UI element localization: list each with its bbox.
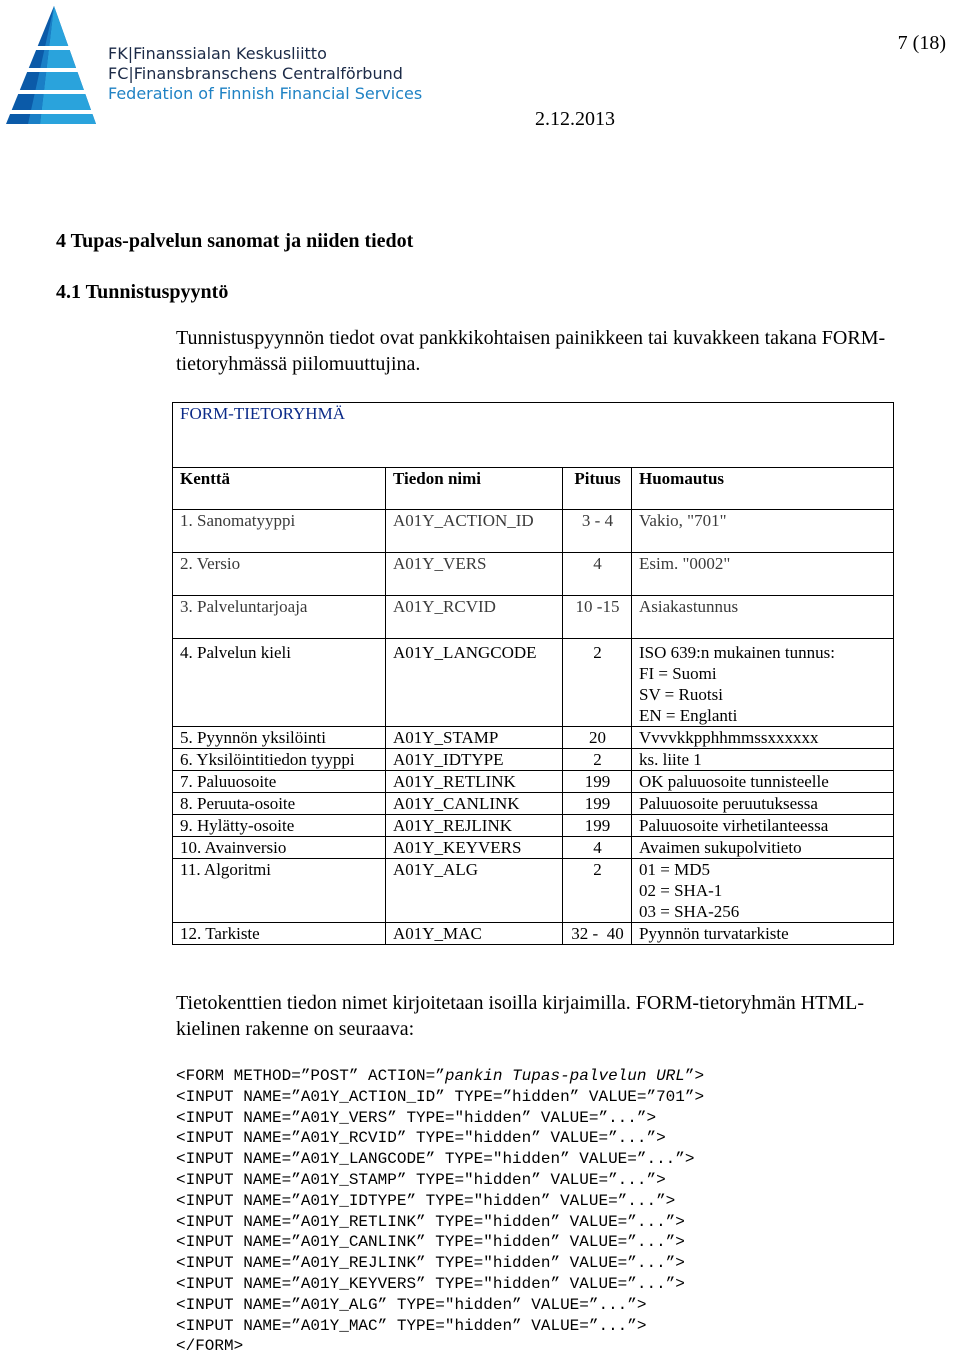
fk-logo	[6, 6, 96, 124]
cell-field: 11. Algoritmi	[173, 859, 386, 923]
code-line: <INPUT NAME=”A01Y_MAC” TYPE="hidden” VALUE=”...”>	[176, 1316, 647, 1335]
cell-name: A01Y_LANGCODE	[386, 639, 563, 727]
cell-field: 8. Peruuta-osoite	[173, 793, 386, 815]
section-heading: 4 Tupas-palvelun sanomat ja niiden tiedot	[56, 230, 414, 252]
cell-name: A01Y_STAMP	[386, 727, 563, 749]
description-paragraph-line-2: kielinen rakenne on seuraava:	[176, 1018, 415, 1040]
cell-length: 199	[563, 815, 632, 837]
cell-length: 3 - 4	[563, 510, 632, 553]
table-row	[173, 639, 894, 727]
cell-length: 2	[563, 859, 632, 923]
cell-length: 2	[563, 639, 632, 727]
table-row	[173, 923, 894, 945]
cell-name: A01Y_RCVID	[386, 596, 563, 639]
cell-field: 6. Yksilöintitiedon tyyppi	[173, 749, 386, 771]
cell-length: 4	[563, 837, 632, 859]
cell-note	[632, 859, 894, 923]
cell-name: A01Y_REJLINK	[386, 815, 563, 837]
table-caption: FORM-TIETORYHMÄ	[173, 403, 894, 468]
cell-note: Vvvvkkpphhmmssxxxxxx	[632, 727, 894, 749]
cell-name: A01Y_IDTYPE	[386, 749, 563, 771]
code-line	[176, 1066, 704, 1087]
table-row	[173, 553, 894, 596]
code-line: <INPUT NAME=”A01Y_ACTION_ID” TYPE=”hidden” VALUE=”701”>	[176, 1087, 705, 1106]
cell-name: A01Y_VERS	[386, 553, 563, 596]
cell-field: 9. Hylätty-osoite	[173, 815, 386, 837]
table-header-row	[173, 468, 894, 510]
code-line: <INPUT NAME=”A01Y_VERS” TYPE="hidden” VALUE=”...”>	[176, 1108, 657, 1127]
cell-note: Paluuosoite peruutuksessa	[632, 793, 894, 815]
cell-note: ks. liite 1	[632, 749, 894, 771]
cell-field: 3. Palveluntarjoaja	[173, 596, 386, 639]
table-row	[173, 837, 894, 859]
cell-note: Vakio, "701"	[632, 510, 894, 553]
cell-length: 32 - 40	[563, 923, 632, 945]
table-row	[173, 510, 894, 553]
note-line: ISO 639:n mukainen tunnus:	[639, 643, 835, 662]
table-row	[173, 815, 894, 837]
cell-name: A01Y_KEYVERS	[386, 837, 563, 859]
cell-note	[632, 639, 894, 727]
code-line: <INPUT NAME=”A01Y_RETLINK” TYPE="hidden” VALUE=”...”>	[176, 1212, 685, 1231]
note-line: 03 = SHA-256	[639, 902, 740, 921]
cell-field: 12. Tarkiste	[173, 923, 386, 945]
cell-field: 1. Sanomatyyppi	[173, 510, 386, 553]
cell-note: Avaimen sukupolvitieto	[632, 837, 894, 859]
table-row	[173, 793, 894, 815]
cell-note: Esim. "0002"	[632, 553, 894, 596]
cell-note: Pyynnön turvatarkiste	[632, 923, 894, 945]
cell-name: A01Y_ALG	[386, 859, 563, 923]
cell-field: 5. Pyynnön yksilöinti	[173, 727, 386, 749]
document-date: 2.12.2013	[535, 108, 615, 130]
description-paragraph-line-1: Tietokenttien tiedon nimet kirjoitetaan isoilla kirjaimilla. FORM-tietoryhmän HTML-	[176, 992, 865, 1014]
table-row	[173, 859, 894, 923]
cell-name: A01Y_ACTION_ID	[386, 510, 563, 553]
cell-field: 10. Avainversio	[173, 837, 386, 859]
table-row	[173, 596, 894, 639]
code-line: <INPUT NAME=”A01Y_LANGCODE” TYPE="hidden” VALUE=”...”>	[176, 1150, 695, 1169]
cell-length: 20	[563, 727, 632, 749]
code-token: ”>	[684, 1067, 705, 1085]
code-line: <INPUT NAME=”A01Y_ALG” TYPE="hidden” VALUE=”...”>	[176, 1295, 647, 1314]
org-name-en: Federation of Finnish Financial Services	[108, 84, 423, 103]
cell-field: 2. Versio	[173, 553, 386, 596]
table-row	[173, 727, 894, 749]
note-line: EN = Englanti	[639, 706, 738, 725]
page-number: 7 (18)	[897, 32, 946, 54]
note-line: 01 = MD5	[639, 860, 710, 879]
cell-note: Paluuosoite virhetilanteessa	[632, 815, 894, 837]
code-line: <INPUT NAME=”A01Y_CANLINK” TYPE="hidden” VALUE=”...”>	[176, 1233, 685, 1252]
code-token-url: pankin Tupas-palvelun URL	[444, 1067, 685, 1085]
cell-length: 10 -15	[563, 596, 632, 639]
cell-length: 2	[563, 749, 632, 771]
cell-length: 199	[563, 793, 632, 815]
cell-length: 4	[563, 553, 632, 596]
cell-length: 199	[563, 771, 632, 793]
cell-name: A01Y_MAC	[386, 923, 563, 945]
table-row	[173, 749, 894, 771]
cell-note: OK paluuosoite tunnisteelle	[632, 771, 894, 793]
html-code-block	[176, 1066, 704, 1357]
org-name-sv: FC|Finansbranschens Centralförbund	[108, 64, 403, 83]
cell-name: A01Y_RETLINK	[386, 771, 563, 793]
code-line: </FORM>	[176, 1337, 244, 1356]
cell-note: Asiakastunnus	[632, 596, 894, 639]
intro-paragraph-line-2: tietoryhmässä piilomuuttujina.	[176, 353, 421, 375]
code-line: <INPUT NAME=”A01Y_STAMP” TYPE="hidden” VALUE=”...”>	[176, 1170, 666, 1189]
intro-paragraph-line-1: Tunnistuspyynnön tiedot ovat pankkikohtaisen painikkeen tai kuvakkeen takana FORM-	[176, 327, 886, 349]
org-name-fi: FK|Finanssialan Keskusliitto	[108, 44, 327, 63]
table-row	[173, 771, 894, 793]
column-header-note: Huomautus	[632, 468, 894, 510]
subsection-heading: 4.1 Tunnistuspyyntö	[56, 281, 229, 303]
code-line: <INPUT NAME=”A01Y_IDTYPE” TYPE="hidden” VALUE=”...”>	[176, 1191, 676, 1210]
table-caption-row	[173, 403, 894, 468]
column-header-field: Kenttä	[173, 468, 386, 510]
note-line: SV = Ruotsi	[639, 685, 723, 704]
cell-field: 7. Paluuosoite	[173, 771, 386, 793]
note-line: FI = Suomi	[639, 664, 717, 683]
code-token: <FORM METHOD=”POST” ACTION=”	[176, 1067, 445, 1085]
note-line: 02 = SHA-1	[639, 881, 723, 900]
form-fields-table	[172, 402, 894, 945]
cell-field: 4. Palvelun kieli	[173, 639, 386, 727]
code-line: <INPUT NAME=”A01Y_RCVID” TYPE="hidden” VALUE=”...”>	[176, 1129, 666, 1148]
column-header-length: Pituus	[563, 468, 632, 510]
cell-name: A01Y_CANLINK	[386, 793, 563, 815]
column-header-name: Tiedon nimi	[386, 468, 563, 510]
code-line: <INPUT NAME=”A01Y_REJLINK” TYPE="hidden” VALUE=”...”>	[176, 1254, 685, 1273]
code-line: <INPUT NAME=”A01Y_KEYVERS” TYPE="hidden” VALUE=”...”>	[176, 1274, 685, 1293]
